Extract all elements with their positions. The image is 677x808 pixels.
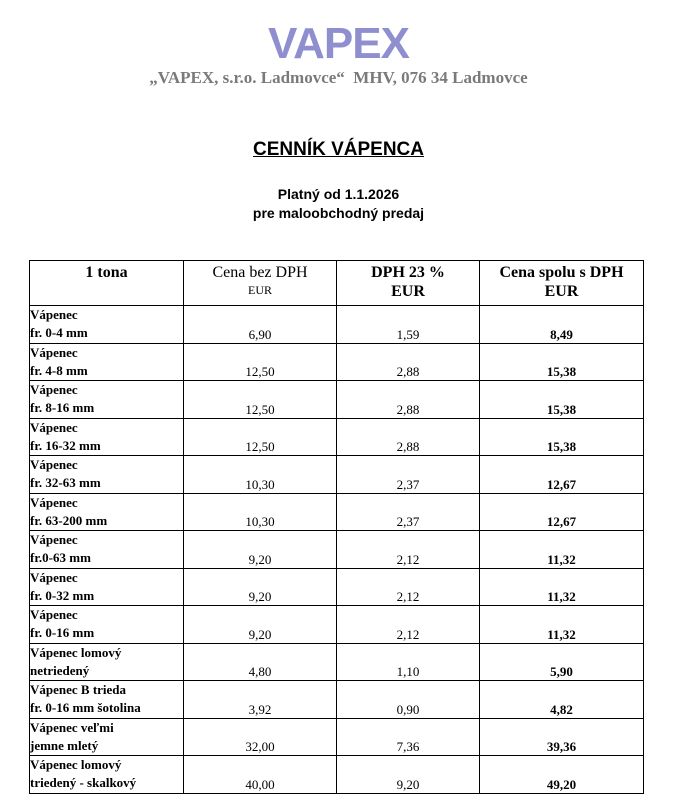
price-with-vat: 11,32: [480, 531, 644, 569]
price-without-vat: 12,50: [184, 381, 337, 419]
vat-amount: 2,12: [337, 531, 480, 569]
product-name: [30, 343, 184, 381]
product-name-line2: fr. 0-32 mm: [30, 587, 95, 603]
price-with-vat: 15,38: [480, 381, 644, 419]
table-row: [30, 343, 644, 381]
header-price-without-vat: Cena bez DPH EUR: [184, 261, 337, 306]
price-with-vat: 15,38: [480, 418, 644, 456]
product-name-line2: fr. 0-4 mm: [30, 325, 88, 340]
table-row: [30, 456, 644, 494]
vat-amount: 7,36: [337, 718, 480, 756]
company-address: „VAPEX, s.r.o. Ladmovce“ MHV, 076 34 Ladmovce: [149, 68, 528, 87]
product-name-line2: fr. 16-32 mm: [30, 437, 101, 453]
vat-amount: 2,88: [337, 418, 480, 456]
product-name-line1: Vápenec B trieda: [30, 682, 127, 697]
price-without-vat: 4,80: [184, 643, 337, 681]
product-name-line1: Vápenec: [30, 569, 78, 585]
product-name-line2: fr.0-63 mm: [30, 550, 91, 565]
table-row: [30, 306, 644, 344]
product-name: [30, 493, 184, 531]
product-name-line2: triedený - skalkový: [30, 775, 137, 790]
product-name-line2: netriedený: [30, 662, 90, 678]
vat-amount: 1,10: [337, 643, 480, 681]
table-row: [30, 381, 644, 419]
product-name-line2: fr. 4-8 mm: [30, 362, 88, 378]
price-with-vat: 5,90: [480, 643, 644, 681]
header-ton: 1 tona: [30, 261, 184, 306]
valid-from-line: Platný od 1.1.2026: [277, 186, 400, 202]
product-name: [30, 456, 184, 494]
product-name-line2: fr. 63-200 mm: [30, 512, 108, 528]
price-with-vat: 15,38: [480, 343, 644, 381]
product-name: [30, 718, 184, 756]
price-with-vat: 12,67: [480, 456, 644, 494]
table-row: [30, 718, 644, 756]
product-name-line1: Vápenec lomový: [30, 757, 122, 772]
table-row: [30, 606, 644, 644]
product-name: [30, 606, 184, 644]
product-name: [30, 568, 184, 606]
price-without-vat: 6,90: [184, 306, 337, 344]
product-name-line2: jemne mletý: [30, 737, 99, 753]
vat-amount: 9,20: [337, 756, 480, 794]
price-with-vat: 11,32: [480, 568, 644, 606]
product-name-line2: fr. 8-16 mm: [30, 400, 95, 415]
table-row: [30, 643, 644, 681]
product-name-line1: Vápenec: [30, 607, 78, 622]
product-name-line1: Vápenec: [30, 382, 78, 397]
table-row: [30, 531, 644, 569]
price-without-vat: 12,50: [184, 418, 337, 456]
price-with-vat: 11,32: [480, 606, 644, 644]
company-logo: [0, 19, 677, 68]
price-table: [29, 260, 644, 794]
product-name: [30, 643, 184, 681]
vat-amount: 1,59: [337, 306, 480, 344]
price-without-vat: 10,30: [184, 493, 337, 531]
product-name: [30, 681, 184, 719]
table-row: [30, 568, 644, 606]
page-title: CENNÍK VÁPENCA: [252, 139, 425, 160]
price-with-vat: 39,36: [480, 718, 644, 756]
price-without-vat: 9,20: [184, 606, 337, 644]
logo-text: VAPEX: [268, 19, 409, 68]
price-without-vat: 9,20: [184, 568, 337, 606]
price-without-vat: 40,00: [184, 756, 337, 794]
retail-line: pre maloobchodný predaj: [252, 205, 425, 221]
product-name: [30, 381, 184, 419]
product-name: [30, 306, 184, 344]
price-without-vat: 12,50: [184, 343, 337, 381]
product-name-line1: Vápenec: [30, 419, 78, 435]
vat-amount: 2,12: [337, 606, 480, 644]
vat-amount: 2,12: [337, 568, 480, 606]
product-name-line1: Vápenec: [30, 457, 78, 472]
header-price-with-vat: Cena spolu s DPH EUR: [480, 261, 644, 306]
vat-amount: 2,88: [337, 381, 480, 419]
price-with-vat: 49,20: [480, 756, 644, 794]
price-without-vat: 9,20: [184, 531, 337, 569]
product-name-line2: fr. 0-16 mm šotolina: [30, 700, 141, 715]
product-name-line1: Vápenec: [30, 494, 78, 510]
header-vat: DPH 23 % EUR: [337, 261, 480, 306]
price-without-vat: 10,30: [184, 456, 337, 494]
product-name-line2: fr. 32-63 mm: [30, 475, 101, 490]
product-name: [30, 756, 184, 794]
product-name-line1: Vápenec lomový: [30, 644, 122, 660]
vat-amount: 0,90: [337, 681, 480, 719]
price-without-vat: 32,00: [184, 718, 337, 756]
product-name-line1: Vápenec: [30, 307, 78, 322]
table-row: [30, 681, 644, 719]
vat-amount: 2,88: [337, 343, 480, 381]
product-name: [30, 418, 184, 456]
product-name-line1: Vápenec: [30, 344, 78, 360]
product-name: [30, 531, 184, 569]
product-name-line1: Vápenec: [30, 532, 78, 547]
vat-amount: 2,37: [337, 456, 480, 494]
table-header-row: [30, 261, 644, 306]
table-row: [30, 493, 644, 531]
table-row: [30, 756, 644, 794]
product-name-line2: fr. 0-16 mm: [30, 625, 95, 640]
price-without-vat: 3,92: [184, 681, 337, 719]
table-row: [30, 418, 644, 456]
price-with-vat: 12,67: [480, 493, 644, 531]
price-with-vat: 4,82: [480, 681, 644, 719]
product-name-line1: Vápenec veľmi: [30, 719, 114, 735]
vat-amount: 2,37: [337, 493, 480, 531]
price-with-vat: 8,49: [480, 306, 644, 344]
